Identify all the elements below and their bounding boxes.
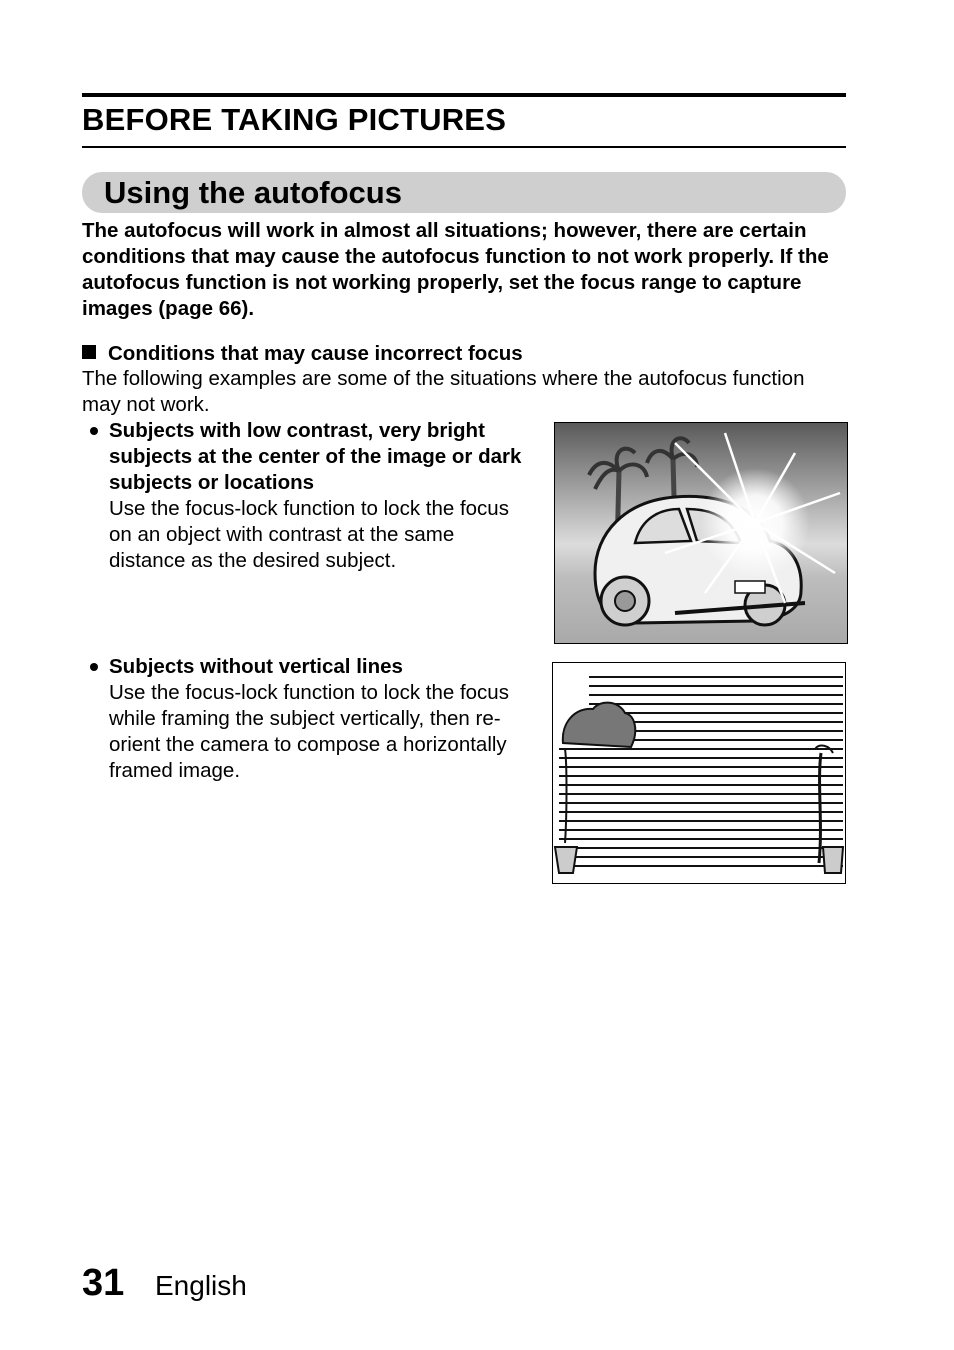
list-item-title: Subjects without vertical lines	[109, 655, 403, 678]
blinds-icon	[553, 663, 845, 883]
page-number: 31	[82, 1262, 125, 1304]
intro-paragraph: The autofocus will work in almost all situations; however, there are certain conditions that may cause the autofocus function to not work properly. If the autofocus function is not working properly, set the focus range to capture images (page 66).	[82, 219, 829, 320]
conditions-description: The following examples are some of the situations where the autofocus function may not work.	[82, 367, 805, 416]
square-bullet-icon	[82, 345, 96, 359]
chapter-title: BEFORE TAKING PICTURES	[82, 102, 507, 137]
conditions-heading-text: Conditions that may cause incorrect focus	[108, 342, 523, 365]
section-title: Using the autofocus	[104, 175, 402, 210]
bright-car-illustration	[554, 422, 848, 644]
car-icon	[555, 423, 847, 643]
header-rule-top	[82, 93, 846, 97]
header-rule-bottom	[82, 146, 846, 148]
list-item-text: Use the focus-lock function to lock the focus on an object with contrast at the same distance as the desired subject.	[109, 497, 509, 572]
horizontal-lines-illustration	[552, 662, 846, 884]
list-item-title: Subjects with low contrast, very bright subjects at the center of the image or dark subjects or locations	[109, 419, 522, 494]
list-item-text: Use the focus-lock function to lock the focus while framing the subject vertically, then re-orient the camera to compose a horizontally framed image.	[109, 681, 509, 782]
conditions-heading	[82, 341, 523, 367]
bullet-dot-icon	[90, 663, 98, 671]
page-language: English	[155, 1270, 247, 1301]
bullet-dot-icon	[90, 427, 98, 435]
section-title-bar	[82, 172, 846, 213]
